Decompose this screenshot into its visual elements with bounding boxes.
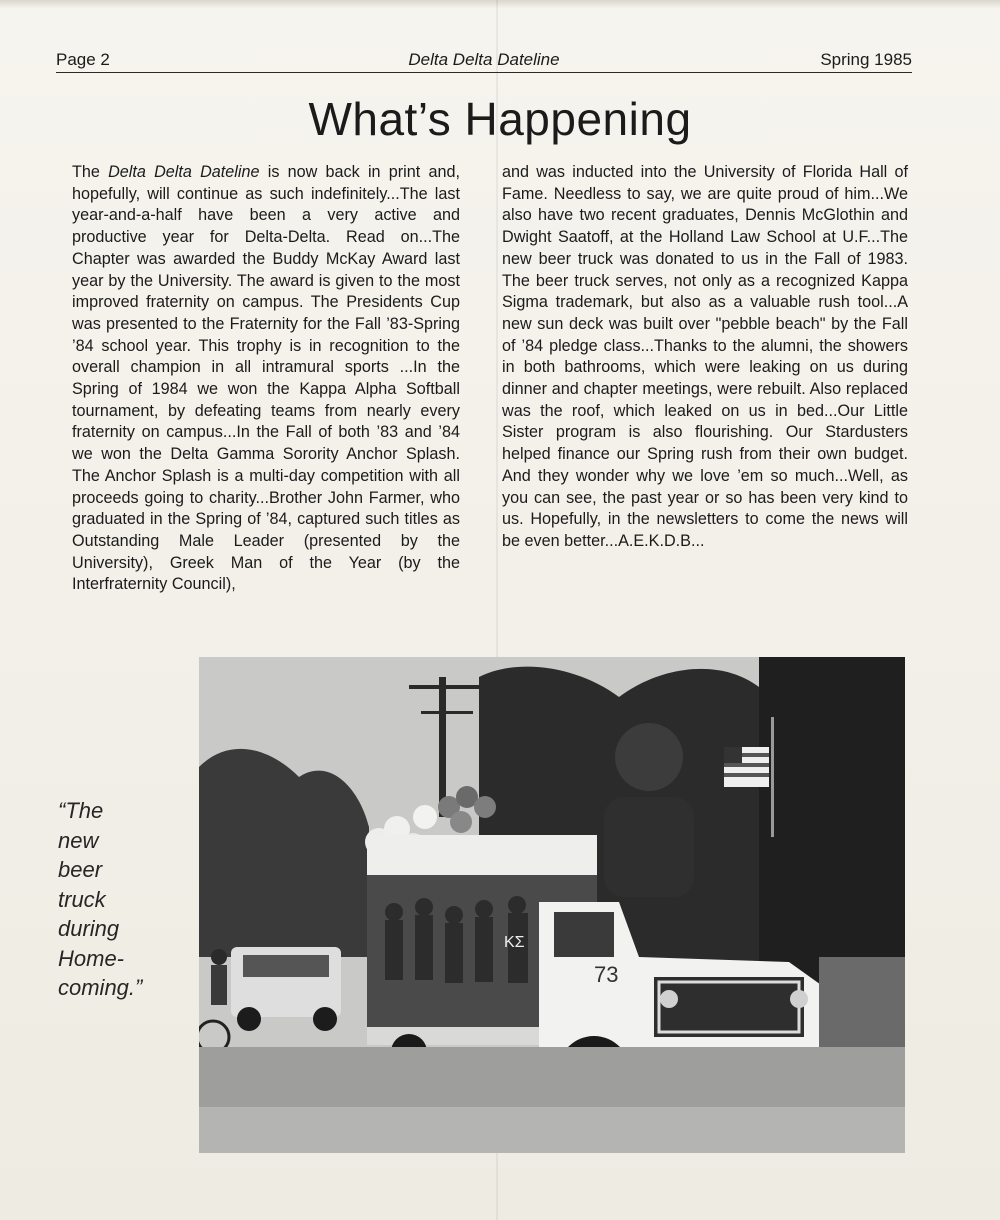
article-right-column [502,162,908,553]
caption-line: truck [58,886,106,912]
caption-line: new [58,827,99,853]
left-column-text: is now back in print and, hopefully, will continue as such indefinitely...The last year-and-a-half have been a very active and productive year for Delta-Delta. Read on...The Chapter was awarded the Buddy McKay Award last year by the University. The award is given to the most improved fraternity on campus. The Presidents Cup was presented to the Fraternity for the Fall ’83-Spring ’84 school year. This trophy is in recognition to the overall champion in all intramural sports ...In the Spring of 1984 we won the Kappa Alpha Softball tournament, by defeating teams from nearly every fraternity on campus...In the Fall of both ’83 and ’84 we won the Delta Gamma Sorority Anchor Splash. The Anchor Splash is a multi-day competition with all proceeds going to charity...Brother John Farmer, who graduated in the Spring of ’84, captured such titles as Outstanding Male Leader (presented by the University), Greek Man of the Year (by the Interfraternity Council), [72,163,460,594]
photo-illustration [199,657,905,1153]
lead-text: The [72,163,109,181]
parade-truck-photo [199,657,905,1153]
page-number: Page 2 [56,50,110,69]
caption-line: “The [58,798,104,823]
photo-caption [58,796,188,1003]
truck-letters: KΣ [504,934,525,951]
caption-line: coming.” [58,975,143,1000]
article-left-column [72,162,460,596]
right-column-text: and was inducted into the University of Florida Hall of Fame. Needless to say, we are quite proud of him...We also have two recent graduates, Dennis McGlothin and Dwight Saatoff, at the Holland Law School at U.F...The new beer truck was donated to us in the Fall of 1983. The beer truck serves, not only as a recognized Kappa Sigma trademark, but also as a valuable rush tool...A new sun deck was built over "pebble beach" by the Fall of ’84 pledge class...Thanks to the alumni, the showers in both bathrooms, which were leaking on us during dinner and chapter meetings, were rebuilt. Also replaced was the roof, which leaked on us in bed...Our Little Sister program is also flourishing. Our Stardusters helped finance our Spring rush from their own budget. And they wonder why we love ’em so much...Well, as you can see, the past year or so has been very kind to us. Hopefully, in the newsletters to come the news will be even better...A.E.K.D.B... [502,163,908,550]
publication-name: Delta Delta Dateline [408,50,560,69]
page-title: What’s Happening [308,93,692,145]
caption-line: beer [58,857,103,882]
caption-line: Home- [58,945,125,971]
publication-italic: Delta Delta Dateline [108,163,260,181]
paper-edge [0,0,1000,8]
issue-date: Spring 1985 [820,50,912,69]
caption-line: during [58,916,120,941]
truck-number: 73 [594,962,619,987]
page-header [56,50,912,73]
